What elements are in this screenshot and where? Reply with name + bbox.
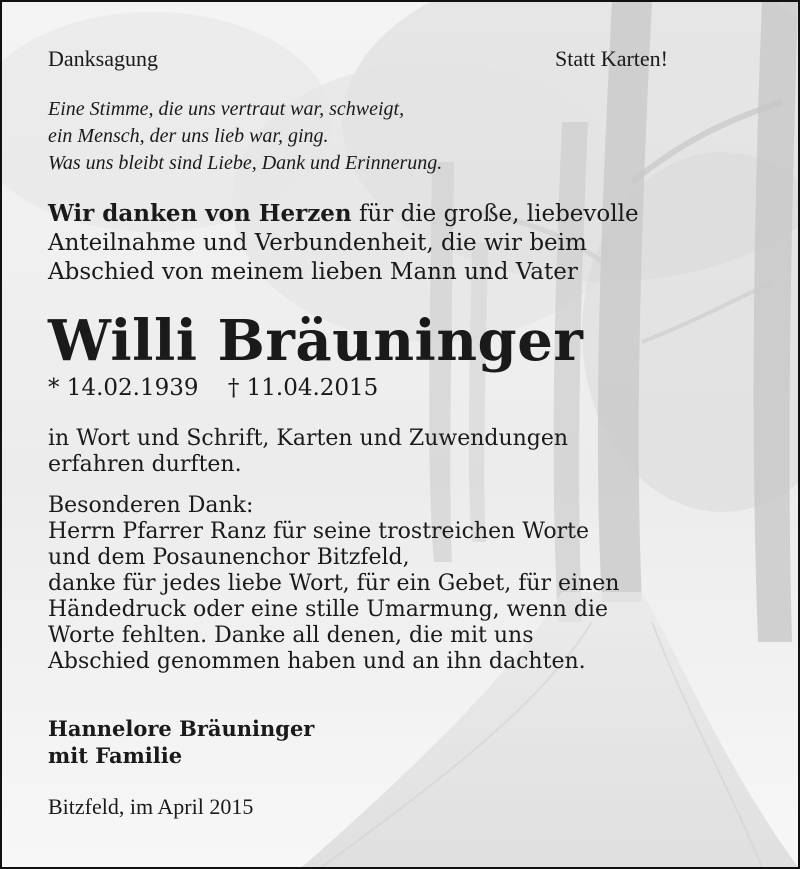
signature-line: Hannelore Bräuninger (48, 716, 315, 741)
condolence-paragraph (48, 426, 568, 478)
memorial-verse (48, 96, 442, 177)
verse-line: ein Mensch, der uns lieb war, ging. (48, 125, 329, 147)
paragraph-line: Herrn Pfarrer Ranz für seine trostreichen Worte (48, 519, 590, 544)
thanks-intro-text: Anteilnahme und Verbundenheit, die wir beim (48, 230, 587, 256)
birth-date: * 14.02.1939 (48, 375, 199, 401)
paragraph-line: in Wort und Schrift, Karten und Zuwendungen (48, 426, 569, 451)
paragraph-line: danke für jedes liebe Wort, für ein Gebet, für einen (48, 571, 620, 596)
thanks-intro-text: für die große, liebevolle (351, 201, 639, 227)
header-right-label: Statt Karten! (554, 46, 668, 71)
paragraph-line: Besonderen Dank: (48, 493, 254, 518)
paragraph-line: erfahren durften. (48, 452, 242, 477)
signature (48, 715, 314, 769)
place-date: Bitzfeld, im April 2015 (48, 794, 254, 819)
thanks-intro (48, 199, 639, 287)
paragraph-line: Abschied genommen haben und an ihn dachten. (48, 649, 586, 674)
paragraph-line: Worte fehlten. Danke all denen, die mit uns (48, 623, 534, 648)
verse-line: Was uns bleibt sind Liebe, Dank und Erinnerung. (48, 152, 443, 174)
verse-line: Eine Stimme, die uns vertraut war, schweigt, (48, 98, 405, 120)
death-date: † 11.04.2015 (227, 375, 379, 401)
header-left-label: Danksagung (48, 46, 158, 71)
thanks-intro-bold: Wir danken von Herzen (48, 200, 352, 227)
signature-line: mit Familie (48, 743, 183, 768)
special-thanks-paragraph (48, 493, 619, 675)
paragraph-line: Händedruck oder eine stille Umarmung, wenn die (48, 597, 608, 622)
thanks-intro-text: Abschied von meinem lieben Mann und Vater (48, 259, 578, 285)
life-dates (48, 375, 400, 401)
paragraph-line: und dem Posaunenchor Bitzfeld, (48, 545, 410, 570)
deceased-name: Willi Bräuninger (48, 308, 584, 374)
